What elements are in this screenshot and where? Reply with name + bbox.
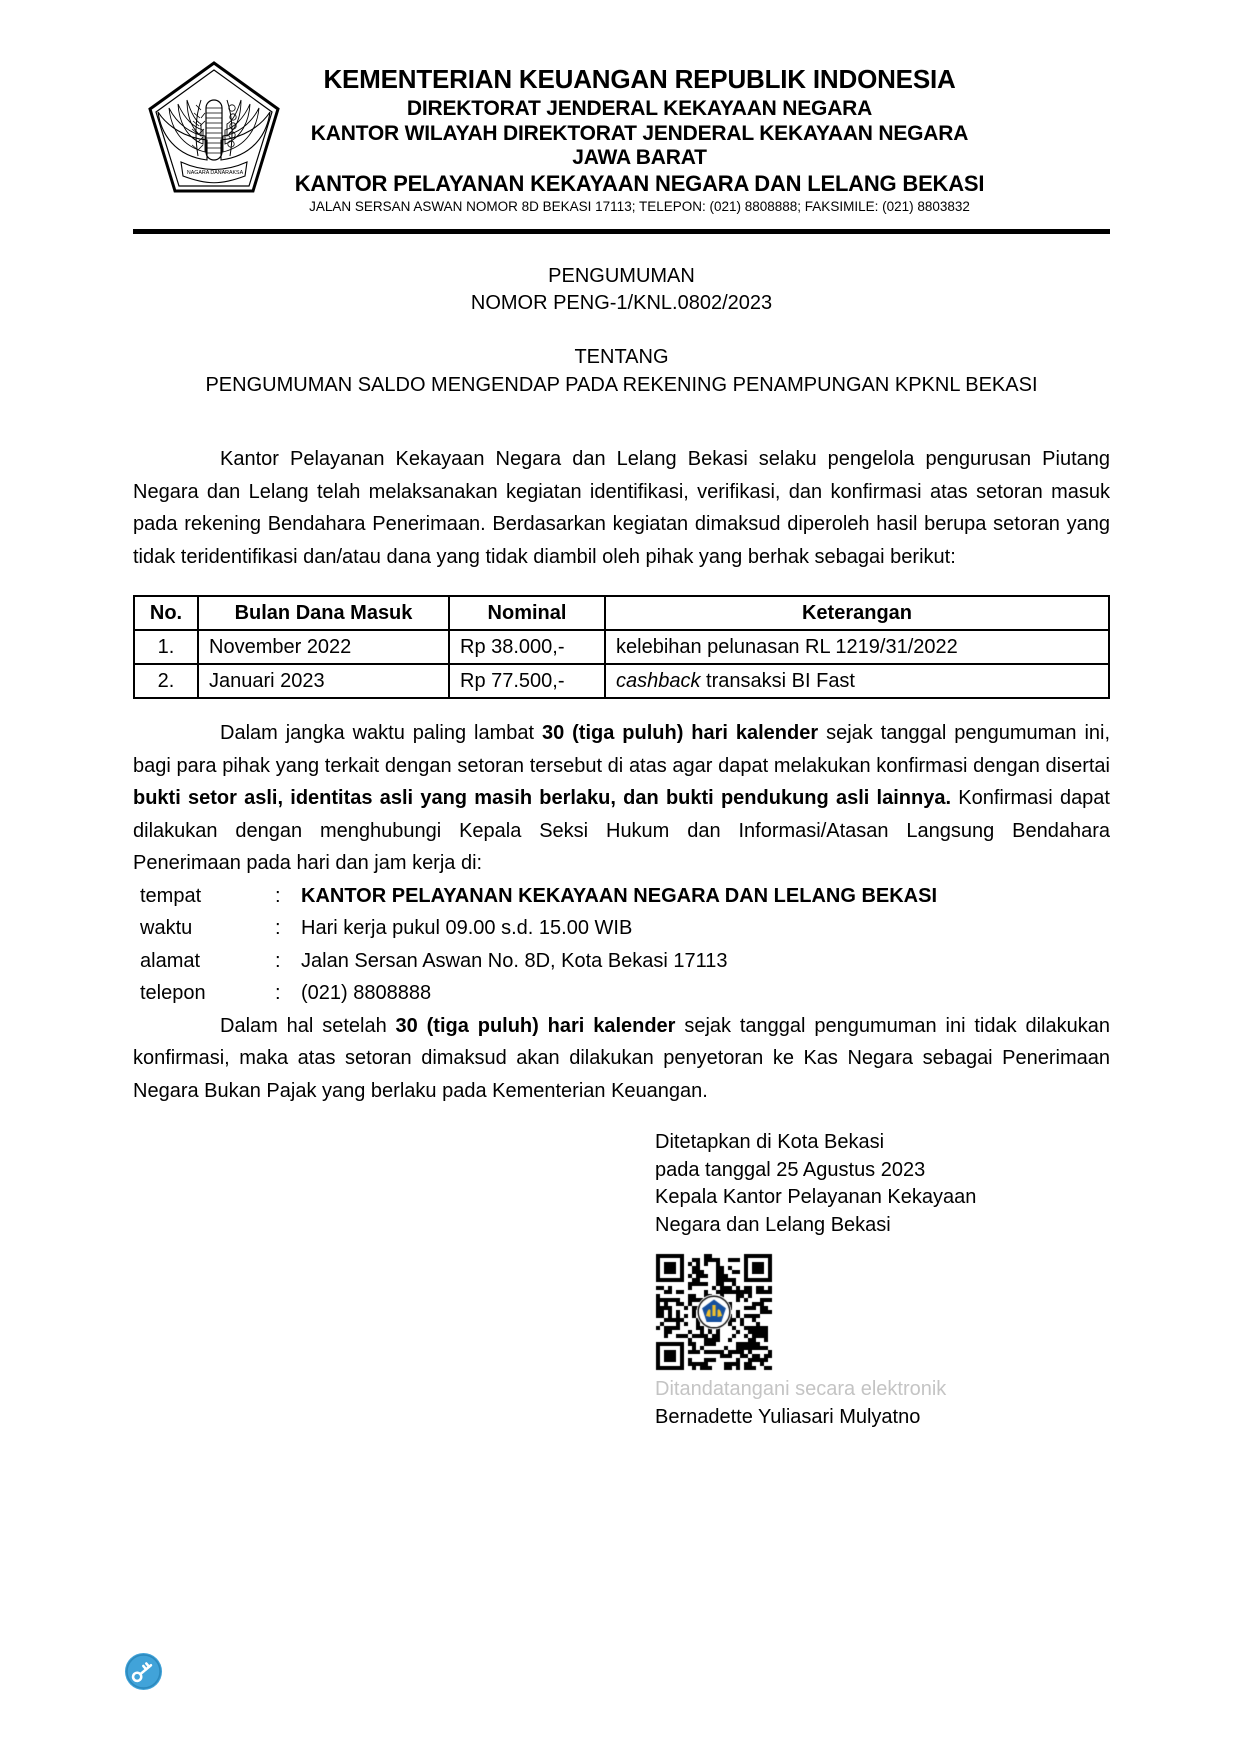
logo-banner-text: NAGARA DANARAKSA [186,170,244,176]
signature-block [655,1129,1110,1431]
contact-label: tempat [140,884,202,907]
letterhead-province: JAWA BARAT [572,146,707,170]
kemenkeu-logo [145,60,283,196]
contact-label: alamat [140,949,201,972]
table-row [134,630,1109,664]
table-cell-bulan: November 2022 [198,630,449,664]
contact-row-waktu [133,912,1110,945]
table-header-keterangan: Keterangan [605,596,1109,630]
esign-badge [124,1652,163,1691]
key-icon [124,1652,163,1691]
announcement-subject: PENGUMUMAN SALDO MENGENDAP PADA REKENING PENAMPUNGAN KPKNL BEKASI [205,373,1038,396]
contact-value: Jalan Sersan Aswan No. 8D, Kota Bekasi 17113 [301,949,728,972]
letterhead-office: KANTOR PELAYANAN KEKAYAAN NEGARA DAN LELANG BEKASI [294,171,985,197]
letterhead [133,63,1110,234]
contact-row-telepon [133,977,1110,1010]
paragraph-closing: Dalam hal setelah 30 (tiga puluh) hari kalender sejak tanggal pengumuman ini tidak dilakukan konfirmasi, maka atas setoran dimaksud akan dilakukan penyetoran ke Kas Negara sebagai Penerimaan Negara Bukan Pajak yang berlaku pada Kementerian Keuangan. [133,1014,1110,1102]
table-header-bulan: Bulan Dana Masuk [198,596,449,630]
contact-value: Hari kerja pukul 09.00 s.d. 15.00 WIB [301,917,633,940]
letterhead-directorate: DIREKTORAT JENDERAL KEKAYAAN NEGARA [406,96,873,120]
contact-colon: : [275,949,281,972]
signature-position-2: Negara dan Lelang Bekasi [655,1213,891,1236]
contact-label: telepon [140,982,206,1005]
signature-position-1: Kepala Kantor Pelayanan Kekayaan [655,1186,977,1209]
table-cell-nominal: Rp 38.000,- [449,630,605,664]
contact-label: waktu [140,917,193,940]
table-cell-nominal: Rp 77.500,- [449,664,605,698]
letterhead-ministry: KEMENTERIAN KEUANGAN REPUBLIK INDONESIA [323,64,956,94]
announcement-title: PENGUMUMAN [548,264,695,287]
paragraph-intro: Kantor Pelayanan Kekayaan Negara dan Lelang Bekasi selaku pengelola pengurusan Piutang Negara dan Lelang telah melaksanakan kegiatan identifikasi, verifikasi, dan konfirmasi atas setoran masuk pada rekening Bendahara Penerimaan. Berdasarkan kegiatan dimaksud diperoleh hasil berupa setoran yang tidak teridentifikasi dan/atau dana yang tidak diambil oleh pihak yang berhak sebagai berikut: [133,448,1110,568]
contact-value: KANTOR PELAYANAN KEKAYAAN NEGARA DAN LELANG BEKASI [301,884,938,907]
contact-colon: : [275,884,281,907]
table-header-nominal: Nominal [449,596,605,630]
signer-name: Bernadette Yuliasari Mulyatno [655,1405,921,1428]
contact-row-alamat [133,945,1110,978]
announcement-number: NOMOR PENG-1/KNL.0802/2023 [470,292,773,315]
signature-date: pada tanggal 25 Agustus 2023 [655,1158,926,1181]
table-cell-no: 1. [134,630,198,664]
table-cell-bulan: Januari 2023 [198,664,449,698]
paragraph-deadline: Dalam jangka waktu paling lambat 30 (tiga puluh) hari kalender sejak tanggal pengumuman ini, bagi para pihak yang terkait dengan setoran tersebut di atas agar dapat melakukan konfirmasi dengan disertai bukti setor asli, identitas asli yang masih berlaku, dan bukti pendukung asli lainnya. Konfirmasi dapat dilakukan dengan menghubungi Kepala Seksi Hukum dan Informasi/Atasan Langsung Bendahara Penerimaan pada hari dan jam kerja di: [133,722,1111,875]
contact-row-tempat [133,880,1110,913]
table-header-row [134,596,1109,630]
table-cell-no: 2. [134,664,198,698]
contact-details [133,880,1110,1010]
signature-place: Ditetapkan di Kota Bekasi [655,1131,885,1154]
table-row [134,664,1109,698]
table-cell-keterangan: kelebihan pelunasan RL 1219/31/2022 [605,630,1109,664]
letterhead-address: JALAN SERSAN ASWAN NOMOR 8D BEKASI 17113; TELEPON: (021) 8808888; FAKSIMILE: (021) 8803832 [309,199,970,215]
contact-colon: : [275,917,281,940]
letterhead-regional-office: KANTOR WILAYAH DIREKTORAT JENDERAL KEKAYAAN NEGARA [310,121,969,145]
qr-code [655,1253,773,1371]
esign-note: Ditandatangani secara elektronik [655,1378,947,1401]
contact-value: (021) 8808888 [301,982,432,1005]
tentang-label: TENTANG [574,345,669,368]
deposits-table [133,595,1110,699]
letterhead-divider [133,229,1110,234]
contact-colon: : [275,982,281,1005]
table-cell-keterangan: cashback transaksi BI Fast [605,664,1109,698]
table-header-no: No. [134,596,198,630]
